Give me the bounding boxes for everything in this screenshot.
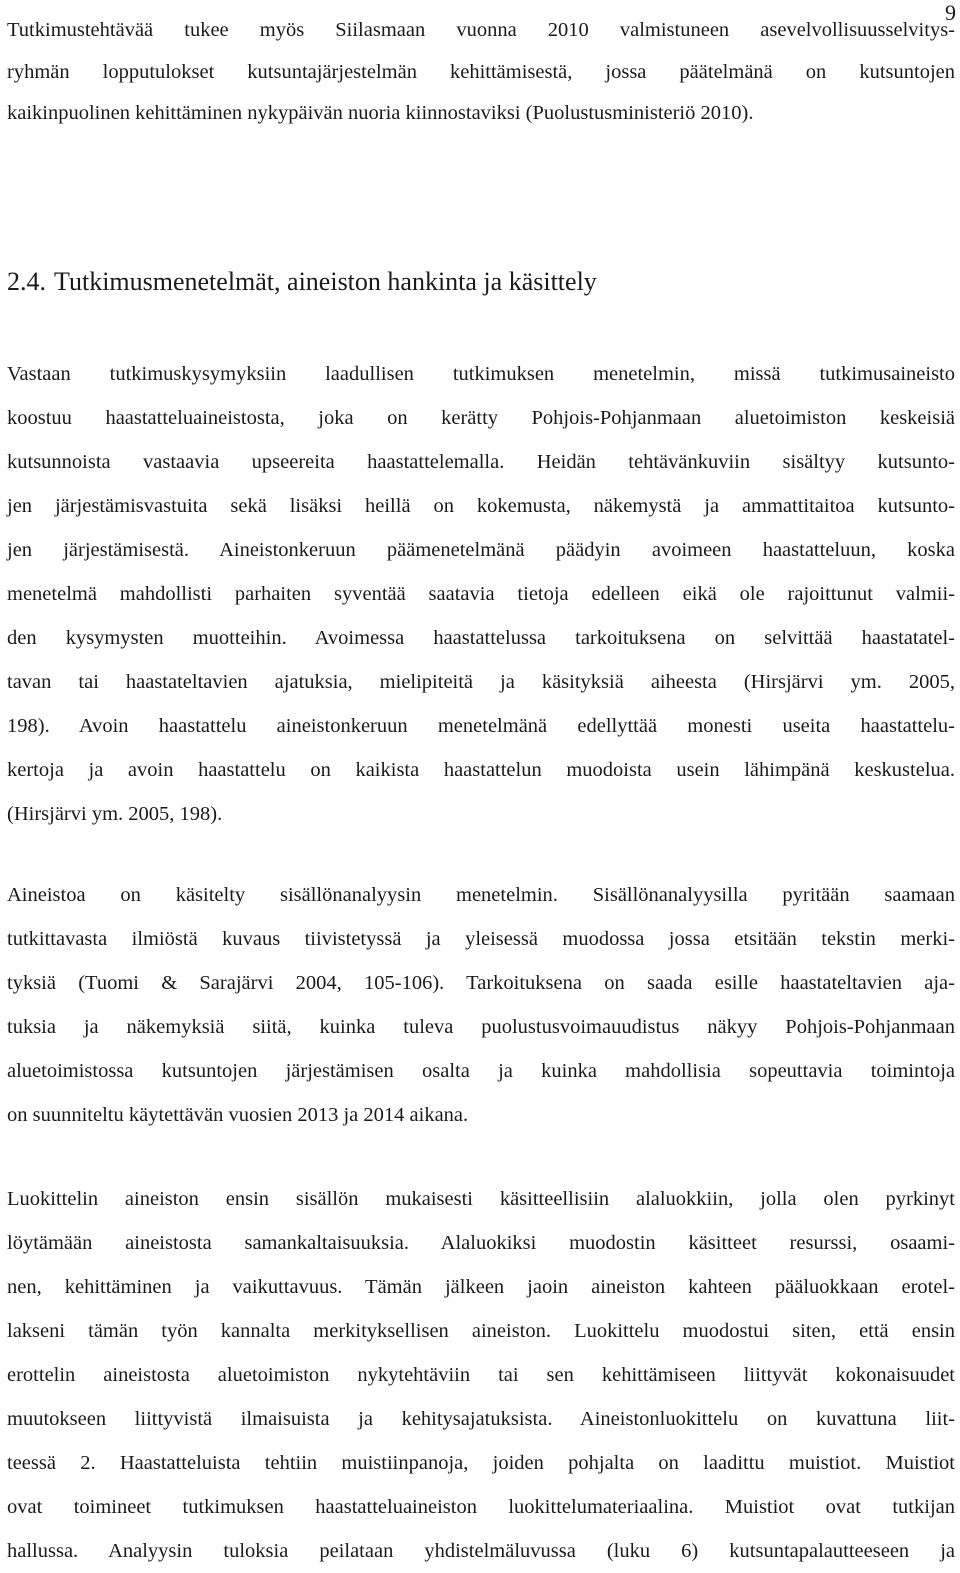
intro-paragraph bbox=[7, 10, 955, 135]
section-title: Tutkimusmenetelmät, aineiston hankinta ja käsittely bbox=[54, 267, 597, 296]
text-line: muutokseen liittyvistä ilmaisuista ja kehitysajatuksista. Aineistonluokittelu on kuvattuna liit- bbox=[7, 1408, 955, 1430]
text-line: erottelin aineistosta aluetoimiston nykytehtäviin tai sen kehittämiseen liittyvät kokonaisuudet bbox=[7, 1364, 955, 1386]
text-line: (Hirsjärvi ym. 2005, 198). bbox=[7, 803, 223, 825]
text-line: tyksiä (Tuomi & Sarajärvi 2004, 105-106). Tarkoituksena on saada esille haastateltavien aja- bbox=[7, 972, 955, 994]
section-heading bbox=[7, 262, 597, 302]
text-line: 198). Avoin haastattelu aineistonkeruun menetelmänä edellyttää monesti useita haastattelu- bbox=[7, 715, 955, 737]
paragraph-classification bbox=[7, 1177, 955, 1573]
text-line: ryhmän lopputulokset kutsuntajärjestelmän kehittämisestä, jossa päätelmänä on kutsuntojen bbox=[7, 60, 955, 83]
text-line: koostuu haastatteluaineistosta, joka on kerätty Pohjois-Pohjanmaan aluetoimiston keskeisiä bbox=[7, 407, 955, 429]
text-line: kutsunnoista vastaavia upseereita haastattelemalla. Heidän tehtävänkuviin sisältyy kutsunto- bbox=[7, 451, 955, 473]
text-line: nen, kehittäminen ja vaikuttavuus. Tämän jälkeen jaoin aineiston kahteen pääluokkaan erotel- bbox=[7, 1276, 955, 1298]
paragraph-analysis bbox=[7, 873, 955, 1137]
paragraph-methods bbox=[7, 352, 955, 836]
text-line: hallussa. Analyysin tuloksia peilataan yhdistelmäluvussa (luku 6) kutsuntapalautteeseen ja bbox=[7, 1540, 955, 1562]
text-line: kertoja ja avoin haastattelu on kaikista haastattelun muodoista usein lähimpänä keskustelua. bbox=[7, 759, 955, 781]
text-line: teessä 2. Haastatteluista tehtiin muistiinpanoja, joiden pohjalta on laadittu muistiot. Muistiot bbox=[7, 1452, 955, 1474]
text-line: jen järjestämisestä. Aineistonkeruun päämenetelmänä päädyin avoimeen haastatteluun, koska bbox=[7, 539, 955, 561]
text-line: kaikinpuolinen kehittäminen nykypäivän nuoria kiinnostaviksi (Puolustusministeriö 2010). bbox=[7, 102, 754, 124]
text-line: tavan tai haastateltavien ajatuksia, mielipiteitä ja käsityksiä aiheesta (Hirsjärvi ym. 2005, bbox=[7, 671, 955, 693]
text-line: Luokittelin aineiston ensin sisällön mukaisesti käsitteellisiin alaluokkiin, jolla olen pyrkinyt bbox=[7, 1188, 955, 1210]
section-number: 2.4. bbox=[7, 267, 46, 296]
text-line: aluetoimistossa kutsuntojen järjestämisen osalta ja kuinka mahdollisia sopeuttavia toimintoja bbox=[7, 1060, 955, 1082]
page-number: 9 bbox=[945, 0, 956, 25]
text-line: Aineistoa on käsitelty sisällönanalyysin menetelmin. Sisällönanalyysilla pyritään saamaan bbox=[7, 884, 955, 906]
text-line: Vastaan tutkimuskysymyksiin laadullisen tutkimuksen menetelmin, missä tutkimusaineisto bbox=[7, 363, 955, 385]
text-line: Tutkimustehtävää tukee myös Siilasmaan vuonna 2010 valmistuneen asevelvollisuusselvitys- bbox=[7, 19, 955, 41]
text-line: tuksia ja näkemyksiä siitä, kuinka tuleva puolustusvoimauudistus näkyy Pohjois-Pohjanmaan bbox=[7, 1016, 955, 1038]
text-line: menetelmä mahdollisti parhaiten syventää saatavia tietoja edelleen eikä ole rajoittunut valmii- bbox=[7, 583, 955, 605]
text-line: tutkittavasta ilmiöstä kuvaus tiivistetyssä ja yleisessä muodossa jossa etsitään tekstin merki- bbox=[7, 928, 955, 950]
text-line: lakseni tämän työn kannalta merkityksellisen aineiston. Luokittelu muodostui siten, että ensin bbox=[7, 1320, 955, 1342]
text-line: löytämään aineistosta samankaltaisuuksia. Alaluokiksi muodostin käsitteet resurssi, osaami- bbox=[7, 1232, 955, 1254]
text-line: ovat toimineet tutkimuksen haastatteluaineiston luokittelumateriaalina. Muistiot ovat tutkijan bbox=[7, 1496, 955, 1518]
text-line: jen järjestämisvastuita sekä lisäksi heillä on kokemusta, näkemystä ja ammattitaitoa kutsunto- bbox=[7, 495, 955, 517]
text-line: den kysymysten muotteihin. Avoimessa haastattelussa tarkoituksena on selvittää haastatatel- bbox=[7, 627, 955, 649]
text-line: on suunniteltu käytettävän vuosien 2013 ja 2014 aikana. bbox=[7, 1104, 469, 1126]
